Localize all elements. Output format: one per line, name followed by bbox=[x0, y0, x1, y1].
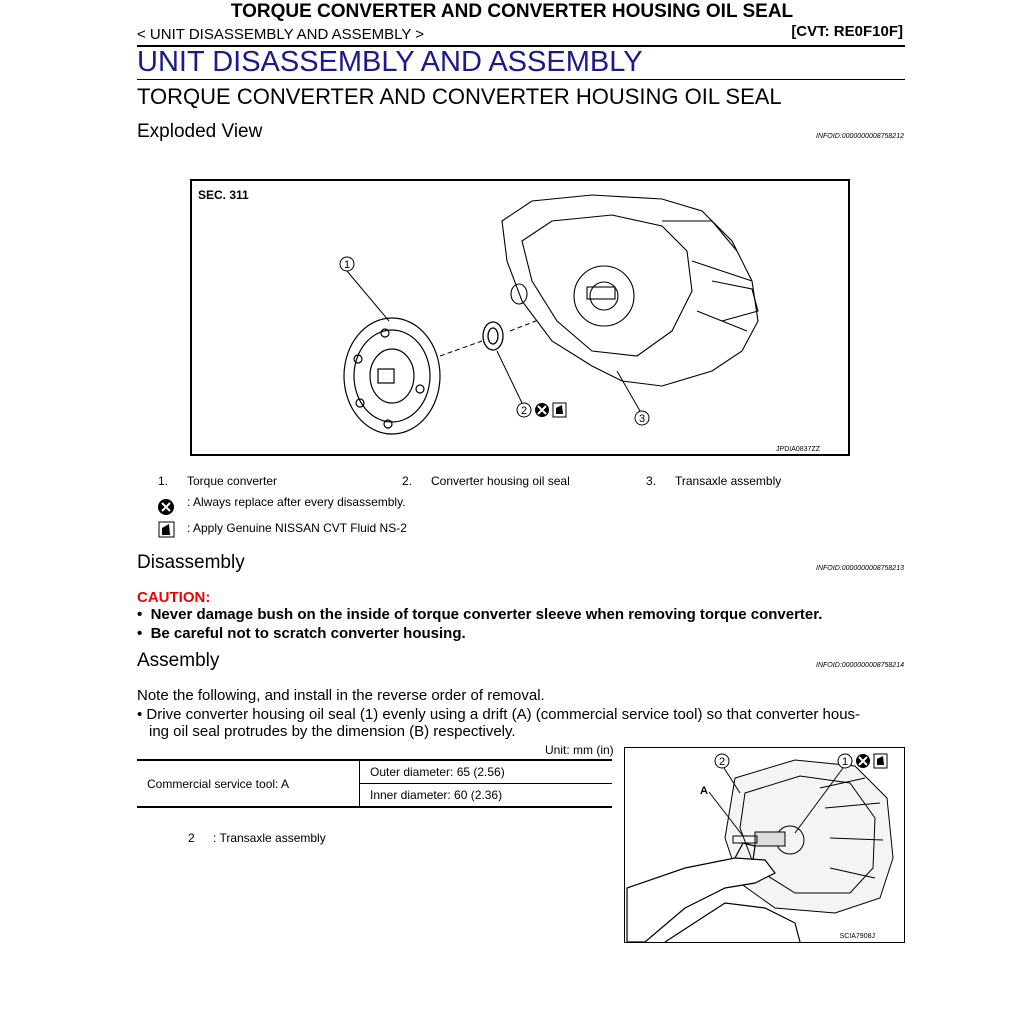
always-replace-icon bbox=[535, 403, 549, 417]
legend-num-1: 1. bbox=[158, 474, 169, 488]
figure-id: JPDIA0837ZZ bbox=[776, 446, 820, 453]
tool-label-cell: Commercial service tool: A bbox=[147, 776, 290, 791]
section-title: UNIT DISASSEMBLY AND ASSEMBLY bbox=[137, 46, 643, 78]
symbol-fluid-text: : Apply Genuine NISSAN CVT Fluid NS-2 bbox=[187, 521, 407, 535]
exploded-view-figure bbox=[190, 179, 850, 456]
exploded-view-heading: Exploded View bbox=[137, 121, 263, 142]
oil-seal-drawing bbox=[483, 322, 503, 350]
callout-1: 1 bbox=[343, 259, 351, 271]
legend-text-2: Converter housing oil seal bbox=[431, 474, 570, 488]
caution-bullet-1: • Never damage bush on the inside of torque converter sleeve when removing torque converter. bbox=[137, 606, 823, 623]
inner-diameter-cell: Inner diameter: 60 (2.36) bbox=[360, 784, 613, 808]
assembly-bullet-line1: • Drive converter housing oil seal (1) evenly using a drift (A) (commercial service tool) so that converter hous- bbox=[137, 706, 861, 723]
unit-label: Unit: mm (in) bbox=[545, 743, 614, 757]
assembly-note: Note the following, and install in the reverse order of removal. bbox=[137, 687, 545, 704]
info-id: INFOID:0000000008758212 bbox=[816, 133, 904, 140]
footnote-num: 2 bbox=[188, 831, 195, 845]
symbol-replace-text: : Always replace after every disassembly. bbox=[187, 495, 406, 509]
assembly-callout-1: 1 bbox=[841, 756, 849, 768]
legend-num-2: 2. bbox=[402, 474, 413, 488]
caution-label: CAUTION: bbox=[137, 589, 211, 606]
section-divider bbox=[137, 79, 905, 80]
disassembly-heading: Disassembly bbox=[137, 552, 245, 573]
subsection-title: TORQUE CONVERTER AND CONVERTER HOUSING OIL SEAL bbox=[137, 84, 782, 109]
always-replace-icon bbox=[157, 498, 175, 516]
service-tool-table bbox=[137, 759, 612, 808]
assembly-bullet-line2: ing oil seal protrudes by the dimension (B) respectively. bbox=[149, 723, 516, 740]
apply-fluid-icon bbox=[158, 521, 175, 538]
always-replace-icon bbox=[856, 754, 870, 768]
legend-text-3: Transaxle assembly bbox=[675, 474, 782, 488]
outer-diameter-cell: Outer diameter: 65 (2.56) bbox=[360, 760, 613, 784]
transaxle-drawing bbox=[502, 195, 758, 386]
model-code: [CVT: RE0F10F] bbox=[791, 23, 903, 40]
header-title: TORQUE CONVERTER AND CONVERTER HOUSING OIL SEAL bbox=[230, 1, 794, 22]
apply-fluid-icon bbox=[874, 754, 887, 768]
torque-converter-drawing bbox=[344, 318, 440, 434]
transaxle-assembly-drawing bbox=[725, 760, 893, 913]
caution-bullet-2: • Be careful not to scratch converter housing. bbox=[137, 625, 466, 642]
assembly-figure-id: SCIA7908J bbox=[839, 933, 875, 940]
footnote-text: : Transaxle assembly bbox=[213, 831, 326, 845]
legend-text-1: Torque converter bbox=[187, 474, 278, 488]
sec-label: SEC. 311 bbox=[198, 188, 249, 202]
disassembly-info-id: INFOID:0000000008758213 bbox=[816, 565, 904, 572]
apply-fluid-icon bbox=[553, 403, 566, 417]
callout-2: 2 bbox=[520, 405, 528, 417]
label-a: A bbox=[700, 785, 708, 797]
callout-3: 3 bbox=[638, 413, 646, 425]
assembly-figure bbox=[624, 747, 905, 943]
legend-num-3: 3. bbox=[646, 474, 657, 488]
assembly-info-id: INFOID:0000000008758214 bbox=[816, 662, 904, 669]
assembly-heading: Assembly bbox=[137, 650, 220, 671]
breadcrumb: < UNIT DISASSEMBLY AND ASSEMBLY > bbox=[137, 26, 425, 43]
assembly-callout-2: 2 bbox=[718, 756, 726, 768]
